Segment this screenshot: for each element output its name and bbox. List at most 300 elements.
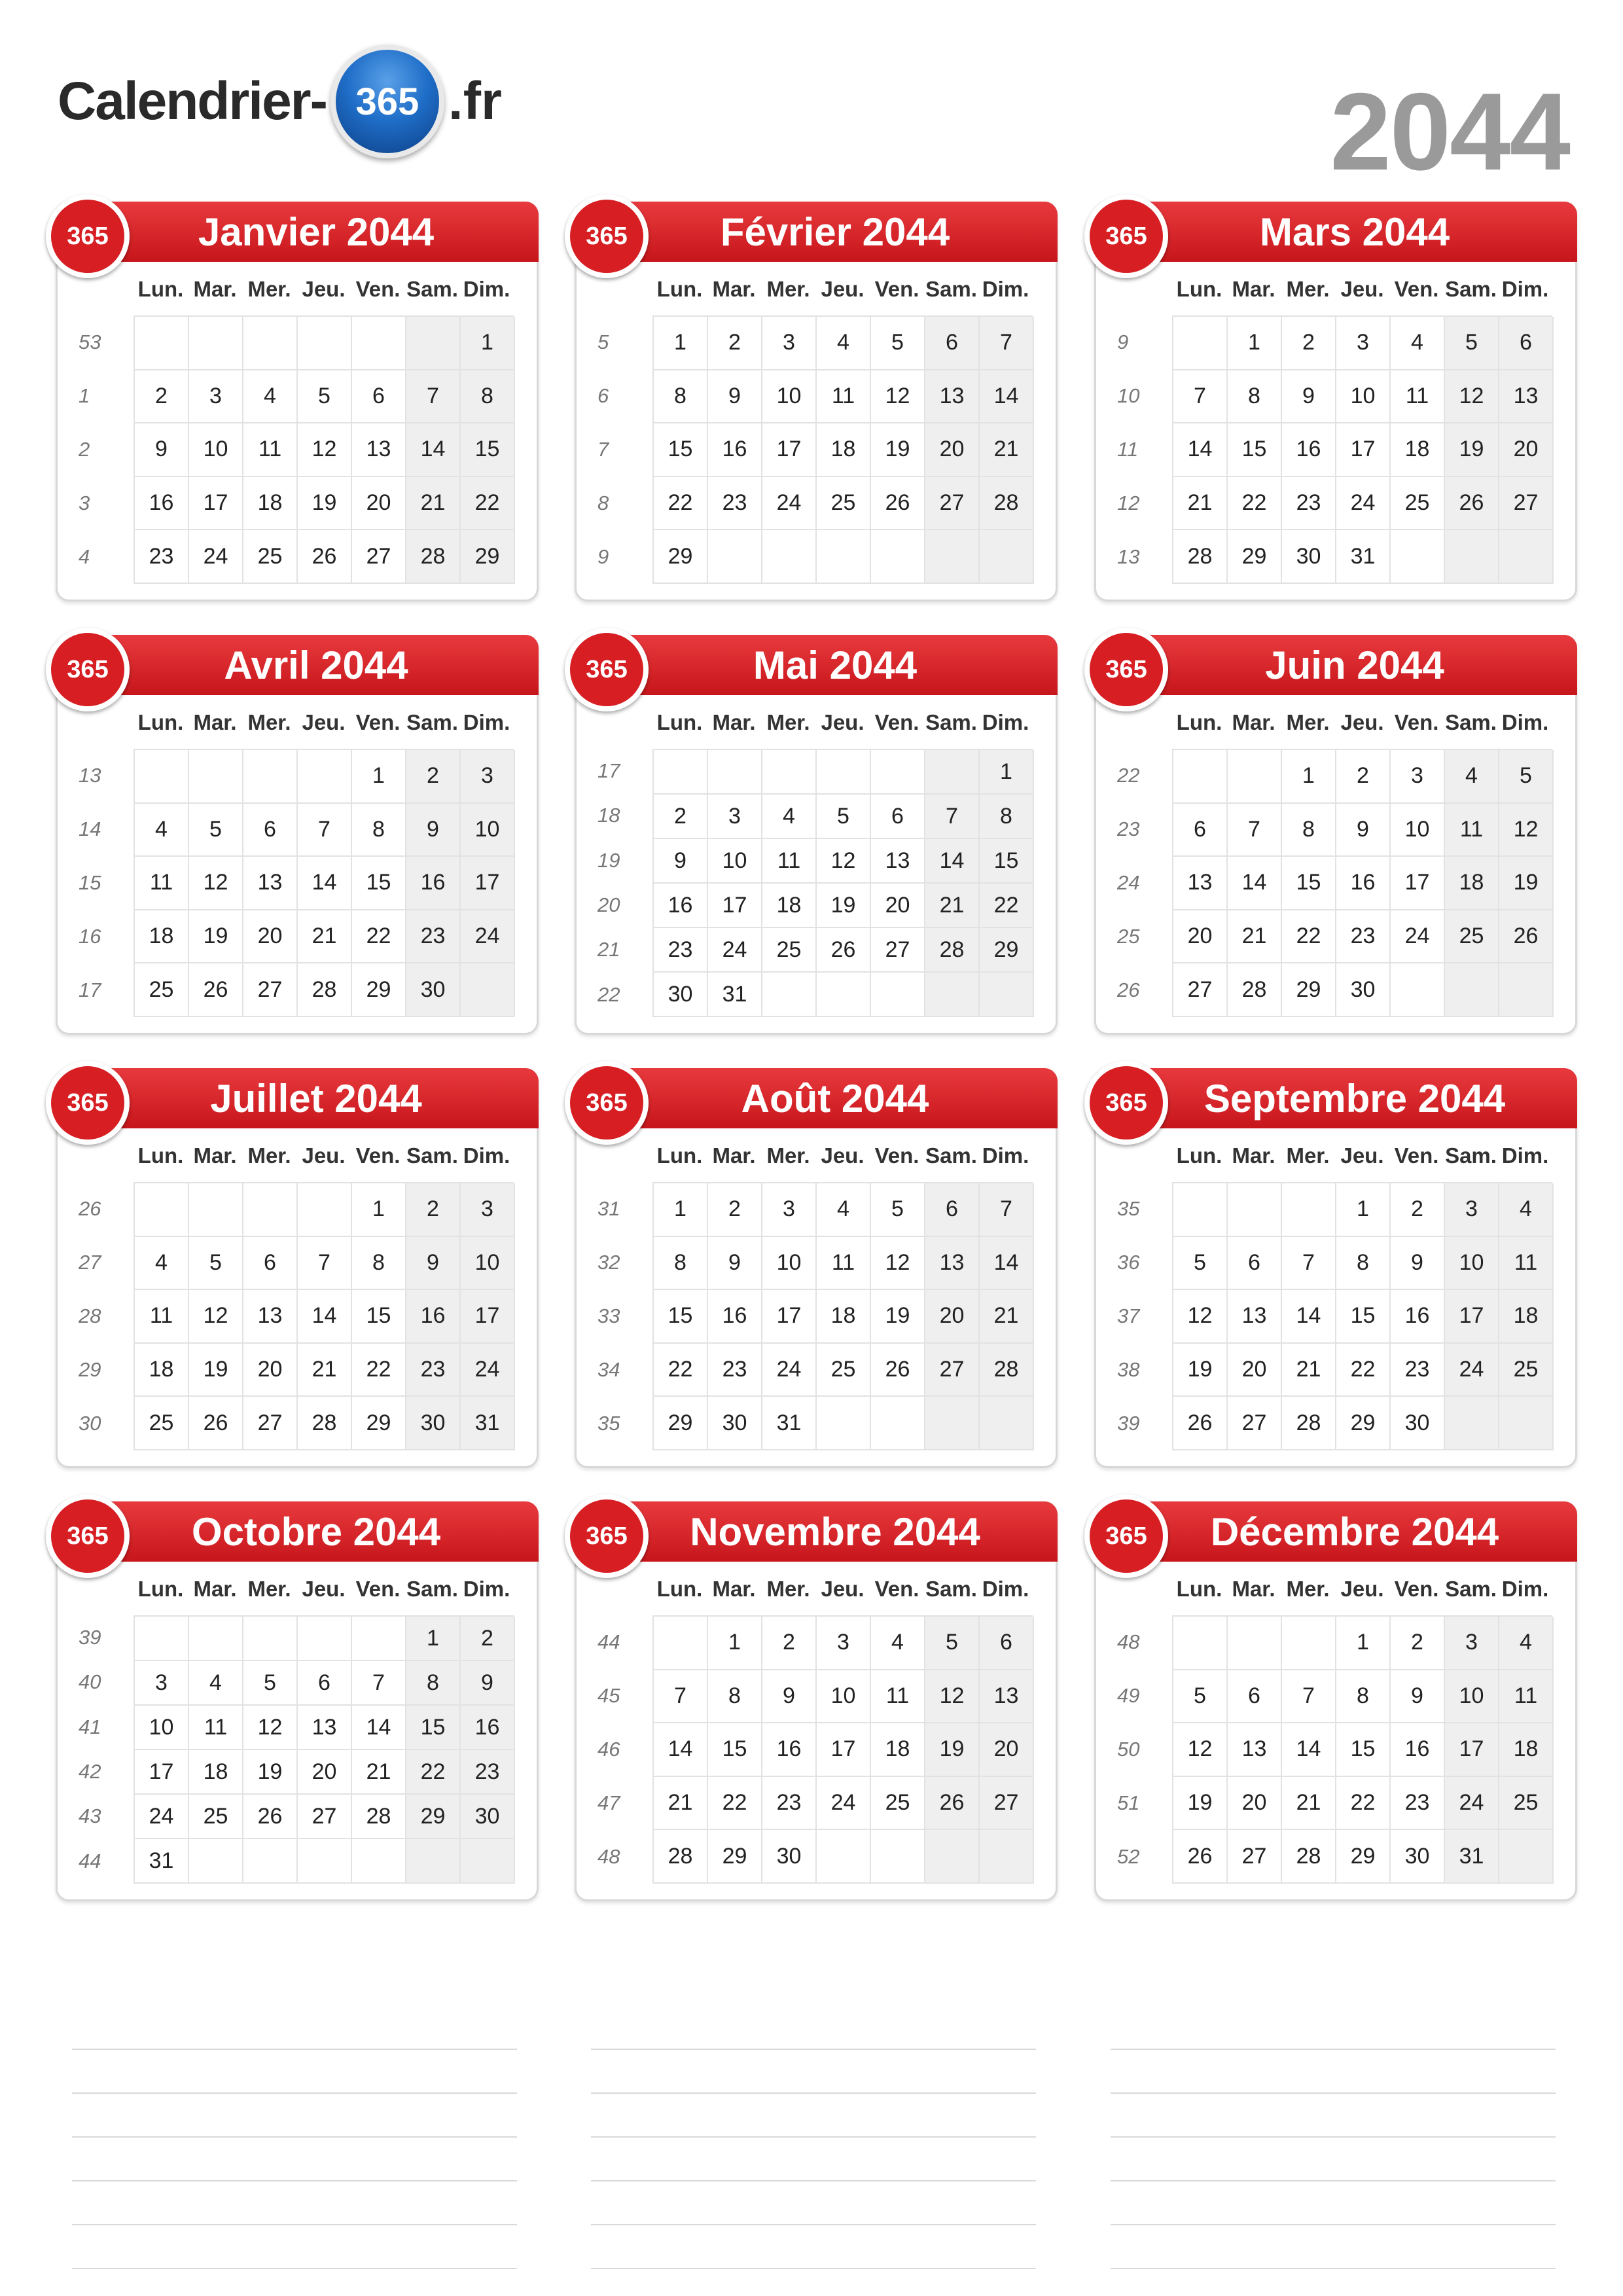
note-line (591, 2006, 1036, 2050)
day-cell: 29 (654, 530, 708, 584)
day-cell: 15 (352, 1290, 406, 1344)
day-cell: 31 (461, 1397, 515, 1450)
weekday-label: Sam. (1445, 277, 1497, 301)
week-number-column (583, 1182, 642, 1450)
month-header (1145, 202, 1577, 262)
month-header (626, 1501, 1058, 1562)
empty-cell (871, 973, 925, 1017)
day-cell: 27 (871, 928, 925, 973)
week-number: 49 (1117, 1684, 1140, 1707)
note-line (72, 2225, 517, 2269)
week-number: 48 (597, 1845, 620, 1868)
week-number: 39 (79, 1626, 101, 1649)
day-cell: 17 (817, 1723, 871, 1777)
week-number: 43 (79, 1804, 101, 1828)
day-cell: 11 (817, 370, 871, 424)
day-cell: 13 (925, 370, 980, 424)
day-cell: 30 (1282, 530, 1336, 584)
day-cell: 6 (925, 1183, 980, 1237)
month-block (1094, 635, 1577, 1035)
day-cell: 30 (1391, 1397, 1445, 1450)
weekday-label: Dim. (982, 710, 1029, 734)
week-number: 9 (597, 545, 609, 568)
day-cell: 28 (1282, 1830, 1336, 1884)
weekday-header-row (1172, 277, 1552, 302)
month-badge: 365 (1084, 1494, 1168, 1578)
day-cell: 10 (762, 370, 817, 424)
day-cell: 11 (871, 1670, 925, 1724)
empty-cell (817, 530, 871, 584)
month-block (575, 635, 1058, 1035)
day-cell: 21 (1282, 1777, 1336, 1831)
week-number: 4 (79, 545, 90, 568)
day-cell: 31 (1445, 1830, 1499, 1884)
week-number: 3 (79, 492, 90, 514)
empty-cell (925, 530, 980, 584)
empty-cell (817, 1397, 871, 1450)
weekday-label: Ven. (1394, 277, 1439, 301)
day-cell: 1 (1336, 1617, 1391, 1670)
day-cell: 11 (1391, 370, 1445, 424)
day-cell: 1 (352, 750, 406, 804)
day-cell: 24 (762, 477, 817, 531)
day-cell: 4 (1445, 750, 1499, 804)
week-number: 9 (1117, 331, 1129, 353)
weekday-label: Mar. (193, 710, 237, 734)
month-badge: 365 (46, 1061, 130, 1145)
day-cell: 12 (1445, 370, 1499, 424)
weekday-label: Sam. (1445, 710, 1497, 734)
week-number-column (64, 315, 123, 584)
week-number: 23 (1117, 817, 1140, 840)
week-number: 34 (597, 1358, 620, 1381)
day-cell: 26 (189, 1397, 243, 1450)
week-number: 31 (597, 1197, 620, 1220)
day-cell: 5 (189, 1237, 243, 1291)
empty-cell (708, 530, 762, 584)
day-grid (134, 315, 514, 584)
day-cell: 13 (980, 1670, 1034, 1724)
day-cell: 1 (1282, 750, 1336, 804)
day-cell: 4 (817, 317, 871, 370)
month-badge: 365 (565, 1494, 649, 1578)
day-cell: 26 (1499, 910, 1554, 964)
day-cell: 12 (243, 1706, 298, 1750)
weekday-header-row (652, 1577, 1033, 1602)
brand-tld: .fr (448, 71, 502, 131)
day-cell: 30 (406, 963, 461, 1017)
day-cell: 14 (1282, 1723, 1336, 1777)
month-block (56, 1068, 539, 1468)
empty-cell (1228, 1183, 1282, 1237)
day-cell: 18 (817, 423, 871, 477)
day-cell: 24 (135, 1795, 189, 1839)
day-grid (652, 315, 1033, 584)
day-cell: 9 (1282, 370, 1336, 424)
day-cell: 12 (1173, 1290, 1228, 1344)
day-cell: 30 (708, 1397, 762, 1450)
weekday-label: Lun. (656, 710, 703, 734)
day-cell: 28 (980, 1344, 1034, 1397)
day-cell: 21 (298, 1344, 352, 1397)
day-cell: 5 (1445, 317, 1499, 370)
day-cell: 6 (980, 1617, 1034, 1670)
day-cell: 4 (243, 370, 298, 424)
day-cell: 5 (925, 1617, 980, 1670)
day-cell: 25 (1391, 477, 1445, 531)
weekday-header-row (652, 277, 1033, 302)
weekday-label: Mar. (193, 1143, 237, 1168)
week-number: 28 (79, 1304, 101, 1327)
weekday-label: Dim. (982, 1577, 1029, 1601)
day-cell: 10 (461, 804, 515, 857)
month-header (1145, 635, 1577, 695)
empty-cell (1499, 1397, 1554, 1450)
day-cell: 19 (871, 1290, 925, 1344)
day-cell: 1 (461, 317, 515, 370)
month-header (107, 635, 539, 695)
day-cell: 30 (762, 1830, 817, 1884)
week-number: 27 (79, 1251, 101, 1274)
empty-cell (925, 1830, 980, 1884)
weekday-label: Mar. (1232, 1143, 1275, 1168)
day-cell: 18 (1499, 1290, 1554, 1344)
day-cell: 27 (243, 963, 298, 1017)
weekday-label: Jeu. (1340, 710, 1384, 734)
week-number: 29 (79, 1358, 101, 1381)
week-number: 45 (597, 1684, 620, 1707)
empty-cell (925, 973, 980, 1017)
weekday-label: Ven. (874, 1577, 919, 1601)
day-cell: 17 (135, 1750, 189, 1795)
day-cell: 10 (1391, 804, 1445, 857)
month-block (56, 202, 539, 601)
day-cell: 31 (135, 1839, 189, 1884)
day-cell: 12 (871, 1237, 925, 1291)
day-cell: 23 (406, 1344, 461, 1397)
day-cell: 26 (1173, 1397, 1228, 1450)
day-cell: 7 (406, 370, 461, 424)
day-cell: 10 (135, 1706, 189, 1750)
week-number: 41 (79, 1715, 101, 1738)
day-cell: 27 (352, 530, 406, 584)
day-cell: 5 (871, 317, 925, 370)
empty-cell (1282, 1617, 1336, 1670)
day-cell: 20 (243, 910, 298, 964)
month-header (626, 1068, 1058, 1128)
day-cell: 29 (352, 963, 406, 1017)
day-cell: 2 (1391, 1617, 1445, 1670)
note-line (1111, 2138, 1556, 2181)
day-cell: 16 (406, 1290, 461, 1344)
empty-cell (925, 750, 980, 795)
empty-cell (135, 1617, 189, 1661)
week-number: 12 (1117, 492, 1140, 514)
week-number: 42 (79, 1760, 101, 1784)
week-number: 50 (1117, 1738, 1140, 1761)
day-cell: 26 (298, 530, 352, 584)
day-cell: 7 (925, 795, 980, 839)
week-number: 19 (597, 848, 620, 872)
day-cell: 2 (406, 1183, 461, 1237)
day-cell: 30 (1391, 1830, 1445, 1884)
weekday-label: Jeu. (1340, 277, 1384, 301)
month-header (1145, 1068, 1577, 1128)
day-cell: 24 (1336, 477, 1391, 531)
day-cell: 26 (925, 1777, 980, 1831)
weekday-label: Lun. (656, 1577, 703, 1601)
day-cell: 14 (654, 1723, 708, 1777)
day-cell: 7 (980, 1183, 1034, 1237)
weekday-label: Lun. (1176, 1577, 1222, 1601)
day-cell: 11 (1499, 1237, 1554, 1291)
month-title: Décembre 2044 (1210, 1509, 1499, 1554)
empty-cell (1499, 530, 1554, 584)
day-cell: 20 (1228, 1777, 1282, 1831)
day-cell: 14 (1282, 1290, 1336, 1344)
day-cell: 29 (1336, 1830, 1391, 1884)
month-title: Février 2044 (720, 209, 950, 254)
day-cell: 2 (1336, 750, 1391, 804)
day-cell: 28 (925, 928, 980, 973)
month-header (107, 1501, 539, 1562)
weekday-header-row (134, 1577, 514, 1602)
day-cell: 17 (1445, 1723, 1499, 1777)
week-number-column (64, 1182, 123, 1450)
month-header (1145, 1501, 1577, 1562)
month-title: Août 2044 (741, 1076, 929, 1121)
day-cell: 7 (1282, 1237, 1336, 1291)
weekday-label: Mer. (766, 1143, 810, 1168)
day-cell: 10 (817, 1670, 871, 1724)
day-cell: 27 (1173, 963, 1228, 1017)
weekday-label: Sam. (925, 1577, 977, 1601)
weekday-label: Mar. (193, 277, 237, 301)
day-cell: 19 (189, 910, 243, 964)
weekday-label: Mer. (766, 710, 810, 734)
day-cell: 19 (1173, 1344, 1228, 1397)
month-badge: 365 (1084, 1061, 1168, 1145)
day-cell: 19 (1445, 423, 1499, 477)
weekday-label: Mer. (1286, 710, 1330, 734)
weekday-label: Dim. (1501, 277, 1549, 301)
day-cell: 3 (708, 795, 762, 839)
day-cell: 11 (762, 839, 817, 884)
day-cell: 13 (243, 857, 298, 910)
day-cell: 28 (298, 1397, 352, 1450)
weekday-label: Mer. (766, 277, 810, 301)
empty-cell (1173, 317, 1228, 370)
day-cell: 19 (189, 1344, 243, 1397)
day-cell: 25 (135, 963, 189, 1017)
day-cell: 24 (762, 1344, 817, 1397)
empty-cell (243, 1617, 298, 1661)
day-cell: 8 (1336, 1237, 1391, 1291)
empty-cell (708, 750, 762, 795)
day-grid (134, 1615, 514, 1884)
week-number: 20 (597, 893, 620, 917)
day-cell: 20 (1173, 910, 1228, 964)
empty-cell (925, 1397, 980, 1450)
month-badge: 365 (565, 194, 649, 278)
weekday-label: Sam. (406, 277, 458, 301)
empty-cell (298, 1617, 352, 1661)
empty-cell (243, 750, 298, 804)
day-cell: 9 (708, 1237, 762, 1291)
day-cell: 29 (654, 1397, 708, 1450)
empty-cell (871, 1830, 925, 1884)
day-cell: 1 (654, 317, 708, 370)
day-cell: 2 (762, 1617, 817, 1670)
day-cell: 5 (1499, 750, 1554, 804)
empty-cell (980, 1830, 1034, 1884)
day-cell: 28 (654, 1830, 708, 1884)
weekday-label: Jeu. (821, 277, 865, 301)
day-cell: 24 (1445, 1777, 1499, 1831)
day-cell: 1 (352, 1183, 406, 1237)
month-badge: 365 (46, 1494, 130, 1578)
day-cell: 14 (406, 423, 461, 477)
empty-cell (189, 1183, 243, 1237)
day-cell: 15 (980, 839, 1034, 884)
day-cell: 7 (1173, 370, 1228, 424)
empty-cell (817, 1830, 871, 1884)
month-badge: 365 (1084, 194, 1168, 278)
day-cell: 23 (762, 1777, 817, 1831)
week-number-column (1103, 315, 1162, 584)
empty-cell (298, 750, 352, 804)
day-cell: 25 (1499, 1344, 1554, 1397)
notes-column-2 (591, 2006, 1036, 2269)
week-number-column (64, 749, 123, 1017)
month-title: Juillet 2044 (210, 1076, 422, 1121)
day-cell: 2 (406, 750, 461, 804)
week-number-column (583, 1615, 642, 1884)
day-cell: 23 (708, 477, 762, 531)
week-number: 37 (1117, 1304, 1140, 1327)
weekday-header-row (652, 710, 1033, 735)
day-cell: 2 (708, 317, 762, 370)
day-cell: 30 (406, 1397, 461, 1450)
day-cell: 28 (298, 963, 352, 1017)
day-cell: 19 (925, 1723, 980, 1777)
day-cell: 4 (1499, 1183, 1554, 1237)
weekday-label: Mar. (712, 710, 756, 734)
day-cell: 8 (352, 1237, 406, 1291)
week-number: 6 (597, 384, 609, 407)
day-cell: 25 (1499, 1777, 1554, 1831)
week-number: 16 (79, 925, 101, 948)
empty-cell (243, 317, 298, 370)
day-cell: 26 (189, 963, 243, 1017)
day-cell: 11 (1499, 1670, 1554, 1724)
day-cell: 9 (1391, 1670, 1445, 1724)
day-cell: 29 (1228, 530, 1282, 584)
weekday-label: Dim. (463, 710, 510, 734)
week-number: 32 (597, 1251, 620, 1274)
day-cell: 3 (1336, 317, 1391, 370)
weekday-label: Mer. (247, 710, 291, 734)
day-cell: 14 (352, 1706, 406, 1750)
weekday-label: Dim. (1501, 1143, 1549, 1168)
weekday-label: Lun. (137, 710, 184, 734)
weekday-label: Ven. (874, 277, 919, 301)
empty-cell (817, 973, 871, 1017)
month-block (575, 1501, 1058, 1901)
weekday-label: Mer. (247, 1143, 291, 1168)
day-cell: 26 (871, 1344, 925, 1397)
empty-cell (1391, 530, 1445, 584)
week-number: 36 (1117, 1251, 1140, 1274)
day-cell: 22 (1282, 910, 1336, 964)
week-number: 44 (597, 1630, 620, 1653)
day-cell: 11 (817, 1237, 871, 1291)
day-cell: 21 (654, 1777, 708, 1831)
day-cell: 19 (817, 884, 871, 928)
day-cell: 12 (1499, 804, 1554, 857)
day-cell: 28 (406, 530, 461, 584)
empty-cell (1445, 530, 1499, 584)
day-cell: 1 (708, 1617, 762, 1670)
day-cell: 13 (925, 1237, 980, 1291)
day-cell: 19 (1499, 857, 1554, 910)
day-cell: 18 (189, 1750, 243, 1795)
day-cell: 11 (135, 857, 189, 910)
day-cell: 9 (406, 804, 461, 857)
empty-cell (352, 1617, 406, 1661)
day-cell: 13 (298, 1706, 352, 1750)
empty-cell (1173, 1617, 1228, 1670)
day-cell: 8 (980, 795, 1034, 839)
day-cell: 5 (871, 1183, 925, 1237)
week-number-column (1103, 749, 1162, 1017)
note-line (591, 2138, 1036, 2181)
weekday-label: Ven. (1394, 1143, 1439, 1168)
day-cell: 20 (298, 1750, 352, 1795)
day-cell: 12 (871, 370, 925, 424)
empty-cell (1499, 1830, 1554, 1884)
weekday-header-row (652, 1143, 1033, 1168)
day-grid (1172, 1615, 1552, 1884)
day-cell: 22 (352, 1344, 406, 1397)
note-line (72, 2138, 517, 2181)
day-cell: 25 (762, 928, 817, 973)
week-number-column (583, 749, 642, 1017)
day-grid (652, 1182, 1033, 1450)
week-number-column (583, 315, 642, 584)
weekday-label: Ven. (355, 277, 401, 301)
empty-cell (461, 1839, 515, 1884)
day-cell: 20 (980, 1723, 1034, 1777)
week-number: 14 (79, 817, 101, 840)
day-cell: 10 (708, 839, 762, 884)
day-cell: 16 (135, 477, 189, 531)
weekday-label: Ven. (355, 710, 401, 734)
day-cell: 18 (135, 1344, 189, 1397)
month-badge: 365 (565, 1061, 649, 1145)
weekday-label: Dim. (463, 277, 510, 301)
weekday-header-row (134, 277, 514, 302)
day-cell: 6 (1173, 804, 1228, 857)
day-cell: 5 (817, 795, 871, 839)
weekday-label: Ven. (355, 1143, 401, 1168)
day-cell: 22 (708, 1777, 762, 1831)
weekday-label: Sam. (925, 277, 977, 301)
day-cell: 5 (243, 1661, 298, 1706)
day-cell: 8 (461, 370, 515, 424)
day-cell: 28 (352, 1795, 406, 1839)
day-cell: 29 (980, 928, 1034, 973)
